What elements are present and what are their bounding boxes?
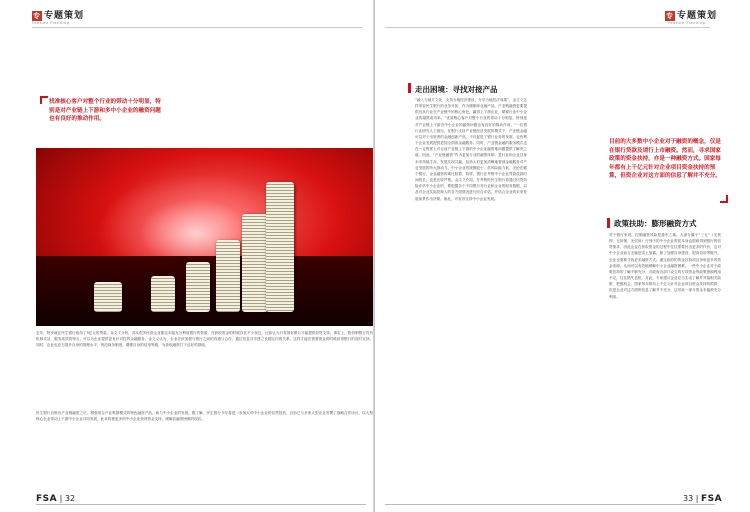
quote-bracket-close: [720, 195, 728, 203]
coin-stack: [266, 182, 294, 312]
right-page: [375, 0, 750, 512]
section-title-2: 政策扶助：膨形融资方式: [614, 219, 697, 228]
coin-stack: [242, 214, 268, 312]
coin-stack: [186, 262, 210, 312]
body-text-col-2: 对于银行来说，控制融资风险是重中之重。大部分属于“三无”（无抵押、无担保、无信用）行列中的中小企业资质本身也很难得到银行的信贷需求，因此企业在获取资金的过程中往往需要付出更多的代价，这对中小企业而言无疑是雪上加霜。除了加强自身建设、提高信用等级外，企业也需要寻找更多融资方式。通过政府的资金扶持项目争取更多的资金来源，从而可以有效地缓解中小企业融资困难。一些中小企业对于政策扶持的了解不够充分，对政府各部门设立的专项资金等政策资源利用不足，往往错失良机。对此，专家建议企业应当主动了解并对接相关政策，把握机会。国家每年都有上千亿元针对企业项目资金扶持的预算，但是企业对这方面的信息了解并不充分，这导致一部分资金未能被充分利用。: [609, 233, 721, 299]
header-rule-right: [385, 27, 710, 28]
logo-mark-icon: 专: [666, 11, 674, 20]
coin-stack: [216, 240, 240, 312]
header-logo-right: 专 专题策划: [666, 11, 718, 21]
header-subtitle-left: Feature Planning: [32, 21, 70, 25]
coin-stack: [151, 276, 175, 312]
coin-stack: [94, 282, 122, 312]
quote-bracket-open: [40, 96, 48, 104]
section-marker: [607, 218, 610, 228]
section-marker: [408, 83, 411, 93]
header-rule-left: [32, 27, 362, 28]
pull-quote-right: 目前的大多数中小企业对于融资的概念，仅是在银行贷款及请行上市融资。然而，寻求国家政策的资金扶持，亦是一种融资方式。国家每年都有上千亿元针对企业项目资金扶持的预算，但资企业对这方面的信息了解并不充分。: [609, 139, 721, 180]
body-text-left-2: 民生银行自推出产业链融资之后，增强适合产业集群模式的特色融资产品，助力中小企业的发展。据了解，民生银行今年将进一步加大对中小企业的信贷投放，目前已与多家大型企业签署了战略合作协议，以大型核心企业带动上下游中小企业共同发展。此举将使更多的中小企业获得资金支持，缓解其融资困难的现状。: [36, 411, 373, 422]
header-subtitle-right: Feature Planning: [668, 21, 706, 25]
coin-stacks-photo: [36, 148, 373, 326]
footer-right: 33 | FSA: [683, 494, 723, 504]
header-logo-left: 专 专题策划: [33, 11, 85, 21]
section-title-1: 走出困境：寻找对接产品: [415, 85, 498, 94]
body-text-col-1: “融入与地方文化、支持当地经济建设，分享当地经济成果”，金文义这样形容民生银行的业务开拓，作为刚刚举业融产品，产业链融资更要提供宜从行业在产业链中的核心角色，赢得上下游企业，紧紧行业中小企业的融资成功率。“优质核心客户对整个行业的带动十分明显，特别是对产业链上下游各中小企业的融资问题也有良好的推动作用。”一位银行业研究人士指出，在银行支持产业链经济发展的模式下，产业链金融可以对于出资者的金融创新产品，不仅促进了银行业务的发展，也有利于企业发展提供更加全面的金融服务。同时，产业链金融的服务模式也在一定程度上对目前产业链上下游的中小企业融资难问题提供了解决之道。因此，“产业链融资”作为更加专业的融资体制，是行业和企业自身未来持续生存、发展实现共赢，包括人们更加清晰地看到金融服务对产业发展的所大推动力。中小企业的规模较小，抗风险能力低，无论在哪个银行，企业融资的难比较着，同样，银行在考察中小企业贷款放款时间较长，也是比较严格。金文义介绍，在考察时民生银行将通过信贷风险评估中小企业的，要根据各个不同银行对行业和企业的财务数据，以及对企业实际控制人的各方面情况进行综合评估，并结合企业的未来发展前景作出决策。如此，可有效支持中小企业发展。: [415, 98, 527, 201]
logo-mark-icon: 专: [33, 11, 41, 20]
footer-left: FSA | 32: [36, 494, 76, 504]
pull-quote-left: 找准核心客户对整个行业的带动十分明显，特别是对产业链上下游和多中小企业的融资问题也有良好的推动作用。: [49, 99, 161, 123]
body-text-left-1: 去年，特步就在民生银行取得了3亿元的贷款。金文义分析，其实很多民营企业都还未能充分利用银行的资源，在获取资金的时候存在不少误区，比如认为只有国有银行才能提供信贷支持。事实上，股份制银行具有机制灵活、服务高效的特点，可以为企业提供更有针对性的金融服务。金文义认为，企业应该加强与银行之间的沟通与合作，通过信息共享建立长期互信的关系，这样才能在需要资金的时候获得银行的及时支持。同时，企业也应当提升自身的管理水平，规范财务制度，增强自身的信用等级，为获取融资打下良好的基础。: [36, 331, 373, 348]
